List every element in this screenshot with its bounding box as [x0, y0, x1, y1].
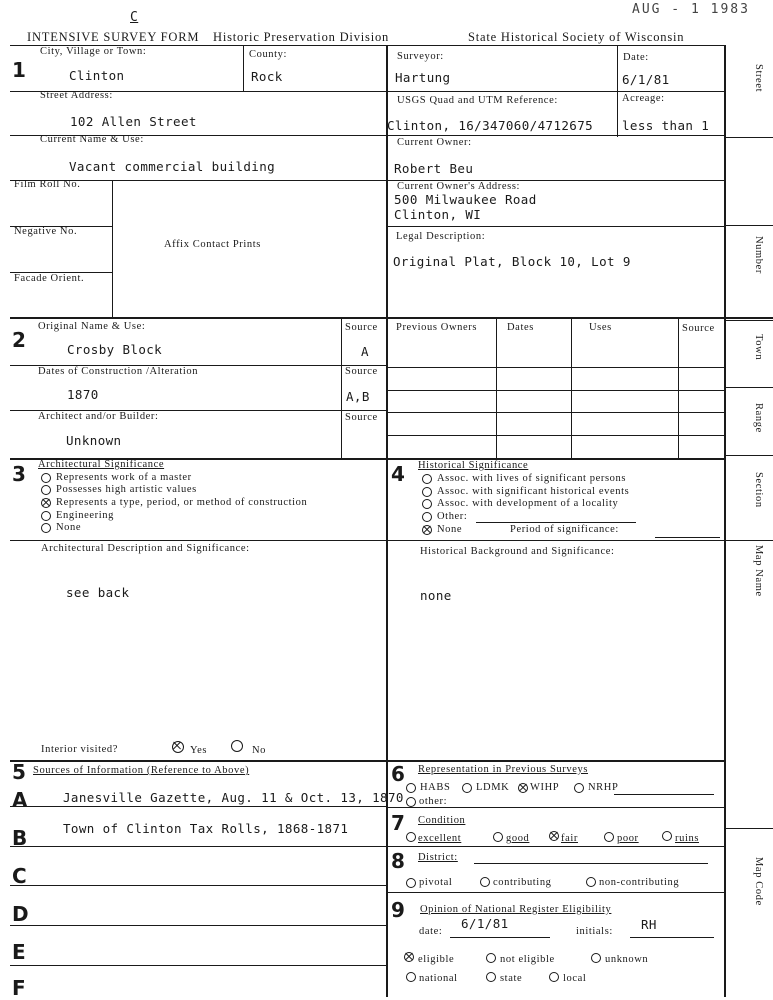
owner-address-label: Current Owner's Address:: [397, 181, 521, 192]
hist-option-2-radio[interactable]: [422, 487, 432, 497]
architectural-significance-title: Architectural Significance: [38, 459, 165, 470]
current-name-label: Current Name & Use:: [40, 134, 144, 145]
source-letter-a: A: [12, 788, 28, 812]
source-letter-b: B: [12, 826, 28, 850]
national-radio[interactable]: [406, 972, 416, 982]
interior-visited-label: Interior visited?: [41, 744, 118, 755]
section-number-3: 3: [12, 462, 26, 486]
previous-dates-label: Dates: [507, 322, 534, 333]
ldmk-label: LDMK: [476, 782, 510, 793]
owner-label: Current Owner:: [397, 137, 472, 148]
contributing-label: contributing: [493, 877, 552, 888]
habs-radio[interactable]: [406, 783, 416, 793]
dates-value: 1870: [67, 387, 99, 402]
arch-description-label: Architectural Description and Significance:: [41, 543, 250, 554]
sidebar-town-label: Town: [753, 334, 764, 361]
top-letter: C: [130, 10, 139, 25]
pivotal-label: pivotal: [419, 877, 453, 888]
source-letter-f: F: [12, 976, 26, 1000]
film-roll-label: Film Roll No.: [14, 179, 81, 190]
legal-value: Original Plat, Block 10, Lot 9: [393, 254, 631, 269]
initials-label: initials:: [576, 926, 613, 937]
source-label-1: Source: [345, 322, 378, 333]
source-letter-d: D: [12, 902, 29, 926]
source-a-value: Janesville Gazette, Aug. 11 & Oct. 13, 1870: [63, 790, 404, 805]
section-number-9: 9: [391, 898, 405, 922]
hist-option-1-radio[interactable]: [422, 474, 432, 484]
poor-label: poor: [617, 833, 639, 844]
arch-option-1-label: Represents work of a master: [56, 472, 192, 483]
dates-label: Dates of Construction /Alteration: [38, 366, 199, 377]
section-number-8: 8: [391, 849, 405, 873]
original-name-value: Crosby Block: [67, 342, 163, 357]
hist-option-1-label: Assoc. with lives of significant persons: [437, 473, 627, 484]
arch-option-5-label: None: [56, 522, 82, 533]
fair-radio-checked[interactable]: [549, 831, 559, 841]
source-label-3: Source: [345, 412, 378, 423]
hist-option-3-label: Assoc. with development of a locality: [437, 498, 619, 509]
form-title: INTENSIVE SURVEY FORM: [27, 30, 200, 44]
acreage-value: less than 1: [622, 118, 710, 133]
sources-title: Sources of Information (Reference to Above): [33, 765, 250, 776]
fair-label: fair: [561, 833, 578, 844]
architect-label: Architect and/or Builder:: [38, 411, 159, 422]
source-letter-c: C: [12, 864, 27, 888]
historical-background-value: none: [420, 588, 452, 603]
sidebar-range-label: Range: [753, 403, 764, 433]
arch-option-2-label: Possesses high artistic values: [56, 484, 197, 495]
eligible-radio-checked[interactable]: [404, 952, 414, 962]
state-label: state: [500, 973, 523, 984]
wihp-label: WIHP: [530, 782, 560, 793]
local-radio[interactable]: [549, 972, 559, 982]
acreage-label: Acreage:: [622, 93, 665, 104]
usgs-label: USGS Quad and UTM Reference:: [397, 95, 558, 106]
other-survey-radio[interactable]: [406, 797, 416, 807]
owner-address-line1: 500 Milwaukee Road: [394, 192, 537, 207]
city-label: City, Village or Town:: [40, 46, 147, 57]
district-title: District:: [418, 852, 458, 863]
surveyor-value: Hartung: [395, 70, 451, 85]
unknown-radio[interactable]: [591, 953, 601, 963]
source-label-2: Source: [345, 366, 378, 377]
arch-option-3-label: Represents a type, period, or method of construction: [56, 497, 308, 508]
original-source-value: A: [361, 344, 369, 359]
sidebar-number-label: Number: [753, 236, 764, 275]
state-radio[interactable]: [486, 972, 496, 982]
good-label: good: [506, 833, 530, 844]
unknown-label: unknown: [605, 954, 649, 965]
section-number-2: 2: [12, 328, 26, 352]
interior-no-label: No: [252, 745, 267, 756]
arch-description-value: see back: [66, 585, 130, 600]
arch-option-4-radio[interactable]: [41, 511, 51, 521]
section-number-6: 6: [391, 762, 405, 786]
sidebar-section-label: Section: [753, 472, 764, 508]
other-blank-line: [476, 522, 636, 523]
hist-option-5-radio-checked[interactable]: [422, 525, 432, 535]
county-value: Rock: [251, 69, 283, 84]
initials-line: [630, 937, 714, 938]
eligibility-date-line: [450, 937, 550, 938]
excellent-label: excellent: [418, 833, 462, 844]
local-label: local: [563, 973, 587, 984]
hist-option-4-radio[interactable]: [422, 512, 432, 522]
hist-option-2-label: Assoc. with significant historical events: [437, 486, 630, 497]
non-contributing-label: non-contributing: [599, 877, 680, 888]
not-eligible-label: not eligible: [500, 954, 555, 965]
uses-label: Uses: [589, 322, 612, 333]
society-name: State Historical Society of Wisconsin: [468, 30, 685, 44]
district-blank-line: [474, 863, 708, 864]
arch-option-3-radio-checked[interactable]: [41, 498, 51, 508]
section-number-1: 1: [12, 58, 26, 82]
architect-value: Unknown: [66, 433, 122, 448]
usgs-value: Clinton, 16/347060/4712675: [387, 118, 594, 133]
section-number-5: 5: [12, 760, 26, 784]
initials-value: RH: [641, 917, 657, 932]
hist-option-3-radio[interactable]: [422, 499, 432, 509]
affix-prints-label: Affix Contact Prints: [164, 239, 261, 250]
not-eligible-radio[interactable]: [486, 953, 496, 963]
city-value: Clinton: [69, 68, 125, 83]
nrhp-radio[interactable]: [574, 783, 584, 793]
street-value: 102 Allen Street: [70, 114, 197, 129]
received-stamp: AUG - 1 1983: [632, 2, 750, 17]
eligible-label: eligible: [418, 954, 455, 965]
arch-option-5-radio[interactable]: [41, 523, 51, 533]
interior-yes-label: Yes: [190, 745, 208, 756]
date-label: Date:: [623, 52, 649, 63]
arch-option-4-label: Engineering: [56, 510, 114, 521]
owner-address-line2: Clinton, WI: [394, 207, 482, 222]
sidebar-map-code-label: Map Code: [753, 857, 764, 906]
arch-option-1-radio[interactable]: [41, 473, 51, 483]
excellent-radio[interactable]: [406, 832, 416, 842]
legal-label: Legal Description:: [396, 231, 486, 242]
hist-option-4-label: Other:: [437, 511, 468, 522]
right-divider: [724, 45, 726, 997]
surveyor-label: Surveyor:: [397, 51, 444, 62]
section-number-7: 7: [391, 811, 405, 835]
eligibility-title: Opinion of National Register Eligibility: [420, 904, 612, 915]
owner-value: Robert Beu: [394, 161, 474, 176]
current-name-value: Vacant commercial building: [69, 159, 276, 174]
non-contributing-radio[interactable]: [586, 877, 596, 887]
ldmk-radio[interactable]: [462, 783, 472, 793]
habs-label: HABS: [420, 782, 451, 793]
historical-background-label: Historical Background and Significance:: [420, 546, 615, 557]
poor-radio[interactable]: [604, 832, 614, 842]
period-label: Period of significance:: [510, 524, 619, 535]
contributing-radio[interactable]: [480, 877, 490, 887]
condition-title: Condition: [418, 815, 466, 826]
interior-yes-radio-checked[interactable]: [172, 741, 184, 753]
eligibility-date-value: 6/1/81: [461, 916, 509, 931]
national-label: national: [419, 973, 458, 984]
good-radio[interactable]: [493, 832, 503, 842]
period-blank-line: [655, 537, 720, 538]
street-label: Street Address:: [40, 90, 113, 101]
hist-option-5-label: None: [437, 524, 463, 535]
pivotal-radio[interactable]: [406, 878, 416, 888]
county-label: County:: [249, 49, 288, 60]
interior-no-radio[interactable]: [231, 740, 243, 752]
source-b-value: Town of Clinton Tax Rolls, 1868-1871: [63, 821, 349, 836]
wihp-radio-checked[interactable]: [518, 783, 528, 793]
eligibility-date-label: date:: [419, 926, 443, 937]
dates-source-value: A,B: [346, 389, 370, 404]
sidebar-map-name-label: Map Name: [753, 545, 764, 597]
negative-label: Negative No.: [14, 226, 78, 237]
center-divider: [386, 45, 388, 997]
source-letter-e: E: [12, 940, 26, 964]
original-name-label: Original Name & Use:: [38, 321, 146, 332]
previous-surveys-title: Representation in Previous Surveys: [418, 764, 589, 775]
previous-owners-label: Previous Owners: [396, 322, 478, 333]
historical-significance-title: Historical Significance: [418, 460, 529, 471]
nrhp-label: NRHP: [588, 782, 619, 793]
other-survey-label: other:: [419, 796, 448, 807]
arch-option-2-radio[interactable]: [41, 485, 51, 495]
section-number-4: 4: [391, 462, 405, 486]
sidebar-street-label: Street: [753, 64, 764, 93]
facade-label: Facade Orient.: [14, 273, 85, 284]
source-label-4: Source: [682, 323, 715, 334]
ruins-radio[interactable]: [662, 831, 672, 841]
date-value: 6/1/81: [622, 72, 670, 87]
ruins-label: ruins: [675, 833, 699, 844]
division-name: Historic Preservation Division: [213, 30, 390, 44]
